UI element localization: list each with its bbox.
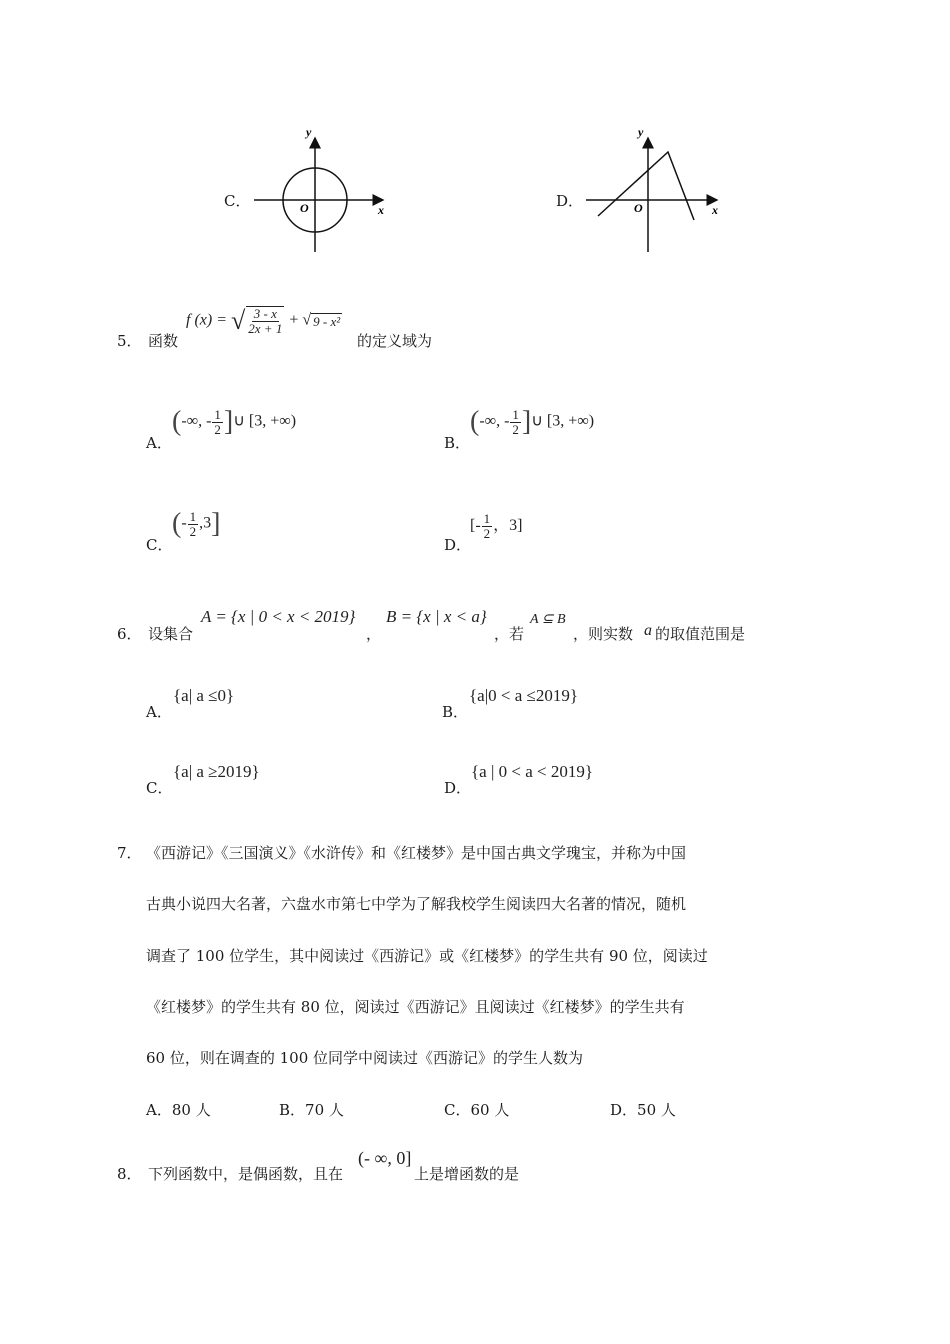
q6-condition: A ⊆ B: [530, 612, 566, 627]
q7-option-d: D．50 人: [610, 1101, 676, 1119]
y-axis-label: y: [306, 125, 312, 139]
q8-suffix: 上是增函数的是: [414, 1165, 520, 1183]
q6-separator: ，: [366, 625, 382, 643]
q6-option-d-label: D．: [444, 779, 472, 797]
q6-option-c-label: C．: [146, 779, 173, 797]
x-axis-label: x: [378, 203, 384, 217]
q5-option-b-expr: (-∞, - $\frac{1}{2}$ ]∪ [3, +∞): [470, 406, 595, 437]
q6-set-b: B = {x | x < a}: [386, 607, 487, 626]
q6-option-b-label: B．: [442, 703, 469, 721]
q6-option-a-expr: {a| a ≤0}: [173, 686, 235, 705]
y-axis-label: y: [638, 125, 644, 139]
q6-set-a: A = {x | 0 < x < 2019}: [201, 607, 356, 626]
q6-option-d-expr: {a | 0 < a < 2019}: [471, 762, 593, 781]
q6-option-a-label: A．: [146, 703, 172, 721]
q8-number: 8．: [117, 1165, 142, 1183]
q5-option-b-label: B．: [444, 434, 471, 452]
q5-option-c-label: C．: [146, 536, 173, 554]
q7-option-a: A．80 人: [146, 1101, 211, 1119]
q5-option-a-label: A．: [146, 434, 172, 452]
q6-variable: a: [644, 622, 652, 639]
q7-line-4: 《红楼梦》的学生共有 80 位，阅读过《西游记》且阅读过《红楼梦》的学生共有: [146, 998, 685, 1016]
q5-function-formula: f (x) = √ $\frac{3 - x}{2x + 1}$ + √ 9 - x²: [186, 306, 341, 336]
x-axis-label: x: [712, 203, 718, 217]
q6-suffix2: 的取值范围是: [655, 625, 746, 643]
q5-option-c-expr: (- $\frac{1}{2}$ ,3]: [172, 508, 221, 539]
q6-option-b-expr: {a|0 < a ≤2019}: [469, 686, 578, 705]
q7-option-c: C．60 人: [444, 1101, 510, 1119]
figure-c-graph: [250, 122, 395, 257]
q7-line-2: 古典小说四大名著，六盘水市第七中学为了解我校学生阅读四大名著的情况，随机: [146, 895, 687, 913]
q5-frac-num: 3 - x: [253, 306, 277, 321]
figure-d-label: D．: [556, 192, 584, 210]
q6-suffix1: ，则实数: [573, 625, 634, 643]
q5-option-d-expr: [- $\frac{1}{2}$ ，3]: [470, 511, 523, 541]
q5-number: 5．: [117, 332, 142, 350]
q6-prefix: 设集合: [148, 625, 194, 643]
q7-option-b: B．70 人: [279, 1101, 344, 1119]
q5-plus: +: [289, 311, 299, 329]
figure-c-label: C．: [224, 192, 251, 210]
figure-d-graph: [582, 122, 727, 257]
q5-option-a-expr: (-∞, - $\frac{1}{2}$ ]∪ [3, +∞): [172, 406, 297, 437]
q7-number: 7．: [117, 844, 142, 862]
q6-number: 6．: [117, 625, 142, 643]
q6-option-c-expr: {a| a ≥2019}: [173, 762, 260, 781]
q5-func-lhs: f (x) =: [186, 311, 227, 329]
q5-suffix: 的定义域为: [357, 332, 433, 350]
q7-line-5: 60 位，则在调查的 100 位同学中阅读过《西游记》的学生人数为: [146, 1049, 584, 1067]
q7-line-1: 《西游记》《三国演义》《水浒传》和《红楼梦》是中国古典文学瑰宝，并称为中国: [146, 844, 687, 862]
q5-sqrt2: 9 - x²: [313, 313, 341, 329]
q5-option-d-label: D．: [444, 536, 472, 554]
origin-label: O: [300, 201, 309, 215]
q7-line-3: 调查了 100 位学生，其中阅读过《西游记》或《红楼梦》的学生共有 90 位，阅读过: [146, 947, 708, 965]
origin-label: O: [634, 201, 643, 215]
q8-prefix: 下列函数中，是偶函数，且在: [148, 1165, 344, 1183]
q5-frac-den: 2x + 1: [248, 321, 283, 336]
piecewise-curve: [598, 152, 694, 220]
q5-prefix: 函数: [148, 332, 179, 350]
q6-mid: ，若: [494, 625, 525, 643]
q8-interval: (- ∞, 0]: [358, 1148, 412, 1168]
